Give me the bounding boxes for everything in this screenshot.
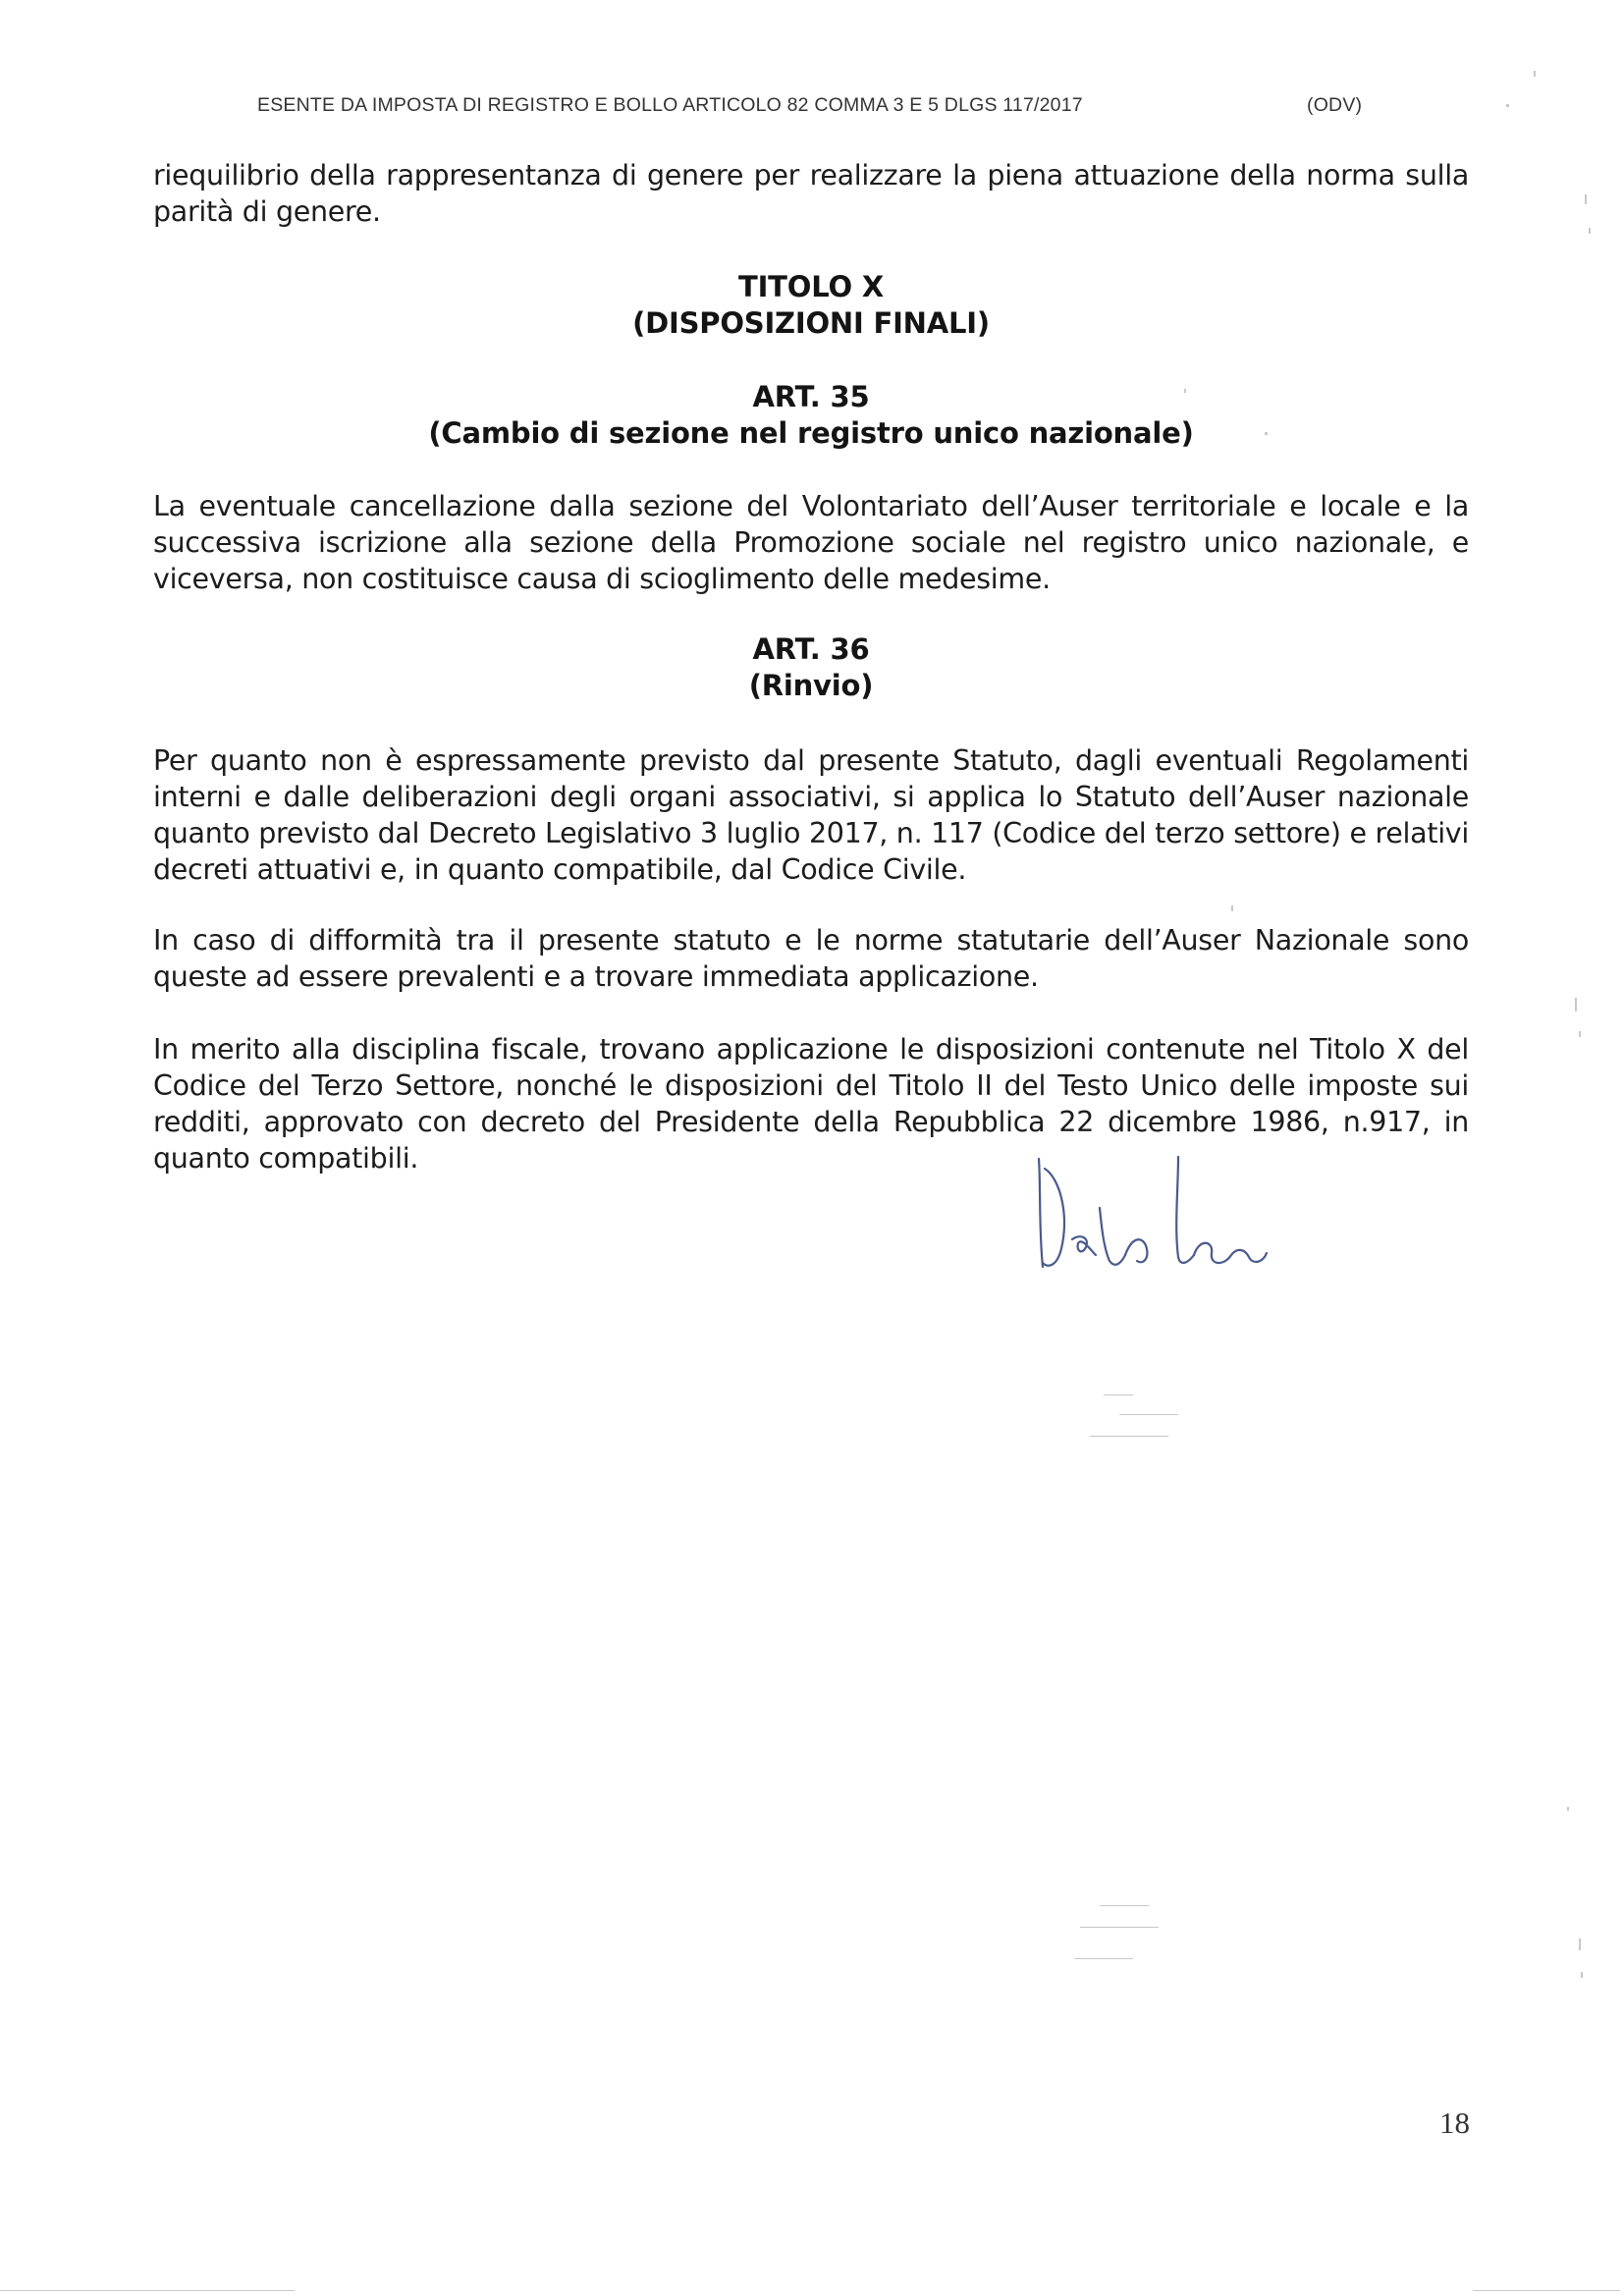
handwritten-signature (1031, 1139, 1316, 1286)
header-category-text: (ODV) (1307, 94, 1363, 116)
article-35-heading: ART. 35 (752, 380, 870, 413)
title-heading: TITOLO X (738, 270, 884, 303)
article-36-heading: ART. 36 (752, 632, 870, 666)
title-subheading: (DISPOSIZIONI FINALI) (632, 306, 990, 340)
paragraph-nonconformity: In caso di difformità tra il presente statuto e le norme statutarie dell’Auser Nazionale sono queste ad essere prevalenti e a trovare immediata applicazione. (153, 924, 1469, 993)
article-35-subheading: (Cambio di sezione nel registro unico nazionale) (428, 416, 1194, 450)
paragraph-gender-balance: riequilibrio della rappresentanza di genere per realizzare la piena attuazione della norma sulla parità di genere. (153, 159, 1469, 228)
paragraph-section-change: La eventuale cancellazione dalla sezione del Volontariato dell’Auser territoriale e locale e la successiva iscrizione alla sezione della Promozione sociale nel registro unico nazionale, e viceversa, non costituisce causa di scioglimento delle medesime. (153, 490, 1469, 595)
paragraph-referral: Per quanto non è espressamente previsto dal presente Statuto, dagli eventuali Regolamenti interni e dalle deliberazioni degli organi associativi, si applica lo Statuto dell’Auser nazionale quanto previsto dal Decreto Legislativo 3 luglio 2017, n. 117 (Codice del terzo settore) e relativi decreti attuativi e, in quanto compatibile, dal Codice Civile. (153, 744, 1469, 886)
paragraph-tax-regime: In merito alla disciplina fiscale, trovano applicazione le disposizioni contenute nel Titolo X del Codice del Terzo Settore, nonché le disposizioni del Titolo II del Testo Unico delle imposte sui redditi, approvato con decreto del Presidente della Repubblica 22 dicembre 1986, n.917, in quanto compatibili. (153, 1033, 1469, 1175)
header-exemption-text: ESENTE DA IMPOSTA DI REGISTRO E BOLLO ARTICOLO 82 COMMA 3 E 5 DLGS 117/2017 (257, 94, 1083, 116)
page-number: 18 (1439, 2105, 1470, 2140)
article-36-subheading: (Rinvio) (748, 669, 874, 702)
